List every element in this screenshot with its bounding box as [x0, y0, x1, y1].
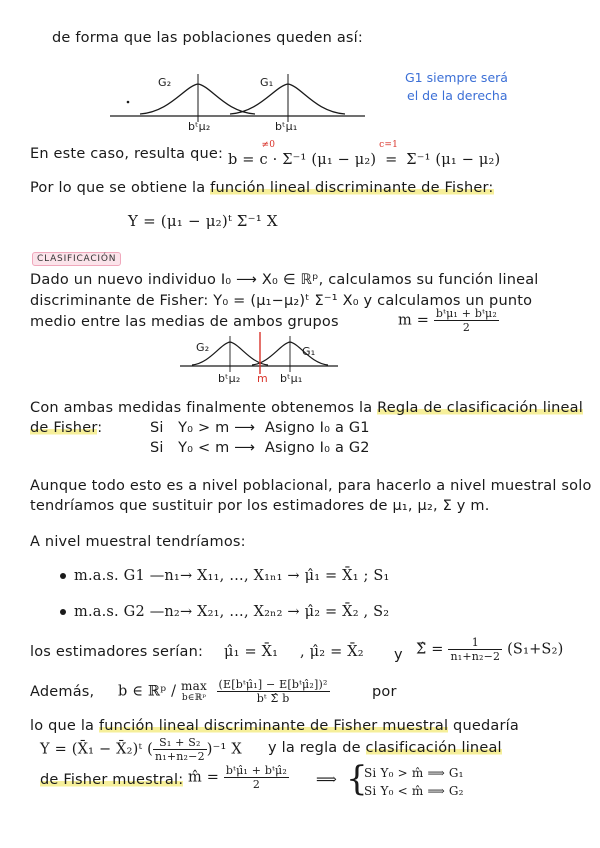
- eq-neq0: ≠0: [261, 140, 276, 150]
- estimator-mu1: μ̂₁ = X̄₁: [224, 644, 279, 660]
- eq-b-rhs: · Σ⁻¹ (μ₁ − μ₂): [272, 152, 377, 168]
- highlight-fisher-fn: función lineal discriminante de Fisher:: [210, 180, 494, 196]
- label-g2: G₂: [158, 76, 172, 89]
- text-line-intro: de forma que las poblaciones queden así:: [52, 30, 363, 46]
- text-line-sample-rule: [40, 772, 183, 788]
- note-line-2: el de la derecha: [407, 88, 508, 103]
- highlight-clasificacion: clasificación lineal: [365, 740, 502, 756]
- text-line-case: En este caso, resulta que:: [30, 146, 224, 162]
- equation-sample-y: Y = (X̄₁ − X̄₂)ᵗ ( $\frac{\text{S₁ + S₂}}{\text{n₁+n₂−2}}$ )⁻¹ X: [40, 736, 242, 763]
- tick-label-mu2: bᵗμ₂: [188, 120, 211, 133]
- section-tag-clasificacion: CLASIFICACIÓN: [32, 252, 121, 266]
- eq-b-lhs: b =: [228, 152, 255, 168]
- rule-row-2: Si Y₀ < m ⟶ Asigno I₀ a G2: [150, 440, 370, 456]
- text-line-sample-heading: A nivel muestral tendríamos:: [30, 534, 246, 550]
- text-line-sample-fn: lo que la función lineal discriminante de Fisher muestral quedaría: [30, 718, 519, 734]
- bullet-icon: [60, 609, 66, 615]
- graph2-tick-mu2: bᵗμ₂: [218, 372, 241, 385]
- graph2-label-g1: G₁: [302, 345, 316, 358]
- bullet-icon: [60, 573, 66, 579]
- text-line-sample-level: Aunque todo esto es a nivel poblacional, para hacerlo a nivel muestral solo: [30, 478, 592, 494]
- equation-y: Y = (μ₁ − μ₂)ᵗ Σ⁻¹ X: [128, 212, 278, 230]
- highlight-fisher: de Fisher: [30, 420, 98, 436]
- text-line-rule-of: y la regla de clasificación lineal: [268, 740, 502, 756]
- implies-arrow: ⟹: [316, 772, 337, 788]
- sample-rule-row-2: Si Y₀ < m̂ ⟹ G₂: [364, 784, 464, 798]
- text-line-new-individual: Dado un nuevo individuo I₀ ⟶ X₀ ∈ ℝᵖ, calculamos su función lineal: [30, 272, 539, 288]
- note-line-1: G1 siempre será: [405, 70, 508, 85]
- text-line-obtain: Por lo que se obtiene la función lineal discriminante de Fisher:: [30, 180, 494, 196]
- estimator-mu2: , μ̂₂ = X̄₂: [300, 644, 364, 660]
- label-g1: G₁: [260, 76, 274, 89]
- eq-c1: c=1: [379, 140, 399, 150]
- population-graph-1: [110, 66, 370, 136]
- text-line-estimators: tendríamos que sustituir por los estimadores de μ₁, μ₂, Σ y m.: [30, 498, 490, 514]
- mas-row-1: m.a.s. G1 —n₁→ X₁₁, …, X₁ₙ₁ → μ̂₁ = X̄₁ ; S₁: [60, 568, 390, 584]
- text-por: por: [372, 684, 397, 700]
- eq-b-rhs2: Σ⁻¹ (μ₁ − μ₂): [406, 152, 501, 168]
- ademas-expression: b ∈ ℝᵖ / max b∈ℝᵖ $\frac{\text{(E[bᵗμ̂₁] − E[bᵗμ̂₂])²}}{\text{bᵗ Σ̂ b}}$: [118, 678, 328, 705]
- estimators-and: y: [394, 647, 403, 663]
- eq-c: c: [259, 152, 268, 168]
- equation-b: b = c ≠0 · Σ⁻¹ (μ₁ − μ₂) = c=1 Σ⁻¹ (μ₁ − μ₂): [228, 140, 501, 168]
- graph2-tick-mu1: bᵗμ₁: [280, 372, 303, 385]
- mas-row-2: m.a.s. G2 —n₂→ X₂₁, …, X₂ₙ₂ → μ̂₂ = X̄₂ , S₂: [60, 604, 389, 620]
- brace: {: [346, 759, 368, 799]
- text-line-estimators-are: los estimadores serían:: [30, 644, 204, 660]
- text-line-ademas: Además,: [30, 684, 95, 700]
- highlight-sample-fn: función lineal discriminante de Fisher muestral: [98, 718, 449, 734]
- text-line-rule-intro: Con ambas medidas finalmente obtenemos la Regla de clasificación lineal: [30, 400, 583, 416]
- graph2-tick-m: m: [257, 372, 268, 385]
- tick-label-mu1: bᵗμ₁: [275, 120, 298, 133]
- text-line-midpoint: medio entre las medias de ambos grupos: [30, 314, 339, 330]
- text-line-discriminant: discriminante de Fisher: Y₀ = (μ₁−μ₂)ᵗ Σ⁻¹ X₀ y calculamos un punto: [30, 293, 533, 309]
- highlight-rule: Regla de clasificación lineal: [377, 400, 583, 416]
- text-line-rule-fisher: de Fisher:: [30, 420, 103, 436]
- graph2-label-g2: G₂: [196, 341, 210, 354]
- rule-row-1: Si Y₀ > m ⟶ Asigno I₀ a G1: [150, 420, 370, 436]
- equation-m-hat: m̂ = $\frac{\text{bᵗμ̂₁ + bᵗμ̂₂}}{2}$: [188, 764, 287, 791]
- highlight-sample-rule: de Fisher muestral:: [40, 772, 184, 788]
- estimator-sigma: Σ̂ = $\frac{1}{\text{n₁+n₂−2}}$ (S₁+S₂): [416, 636, 564, 663]
- sample-rule-row-1: Si Y₀ > m̂ ⟹ G₁: [364, 766, 464, 780]
- equation-m: m = $\frac{\text{bᵗμ₁ + bᵗμ₂}}{2}$: [398, 307, 497, 334]
